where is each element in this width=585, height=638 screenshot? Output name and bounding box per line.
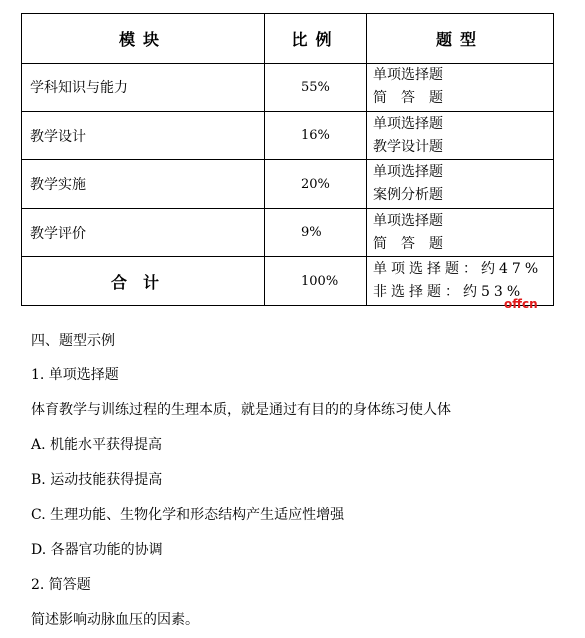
exam-structure-table — [21, 13, 554, 306]
type-item: 简答题 — [373, 90, 457, 107]
header-ratio: 比例 — [265, 14, 367, 64]
table-total-row — [22, 257, 554, 306]
table-row — [22, 208, 554, 256]
total-type-item: 单项选择题：约47% — [373, 261, 543, 278]
table-header-row — [22, 14, 554, 64]
type-item: 单项选择题 — [373, 67, 443, 84]
row-ratio: 16% — [265, 111, 367, 159]
table-row — [22, 160, 554, 208]
row-module: 学科知识与能力 — [22, 63, 265, 111]
row-ratio: 55% — [265, 63, 367, 111]
type-item: 单项选择题 — [373, 164, 443, 181]
question-1-heading: 1. 单项选择题 — [31, 367, 119, 383]
row-module: 教学实施 — [22, 160, 265, 208]
row-ratio: 20% — [265, 160, 367, 208]
row-ratio: 9% — [265, 208, 367, 256]
question-1-option-a: A. 机能水平获得提高 — [31, 437, 163, 453]
row-types — [367, 160, 554, 208]
row-module: 教学设计 — [22, 111, 265, 159]
row-types — [367, 111, 554, 159]
row-types — [367, 208, 554, 256]
question-1-option-b: B. 运动技能获得提高 — [31, 472, 163, 488]
type-item: 单项选择题 — [373, 115, 443, 132]
question-2-stem: 简述影响动脉血压的因素。 — [31, 612, 199, 628]
type-item: 单项选择题 — [373, 212, 443, 229]
question-2-heading: 2. 简答题 — [31, 577, 91, 593]
total-ratio: 100% — [265, 257, 367, 306]
section-heading: 四、题型示例 — [31, 333, 115, 349]
offcn-watermark: offcn — [504, 297, 538, 311]
header-types: 题型 — [367, 14, 554, 64]
question-1-stem: 体育教学与训练过程的生理本质，就是通过有目的的身体练习使人体 — [31, 402, 451, 418]
table-row — [22, 63, 554, 111]
question-1-option-c: C. 生理功能、生物化学和形态结构产生适应性增强 — [31, 507, 345, 523]
total-module: 合计 — [22, 257, 265, 306]
header-module: 模块 — [22, 14, 265, 64]
type-item: 案例分析题 — [373, 187, 443, 204]
type-item: 简答题 — [373, 235, 457, 252]
type-item: 教学设计题 — [373, 138, 443, 155]
total-type-item: 非选择题：约53% — [373, 284, 525, 301]
table-row — [22, 111, 554, 159]
row-types — [367, 63, 554, 111]
question-1-option-d: D. 各器官功能的协调 — [31, 542, 163, 558]
row-module: 教学评价 — [22, 208, 265, 256]
